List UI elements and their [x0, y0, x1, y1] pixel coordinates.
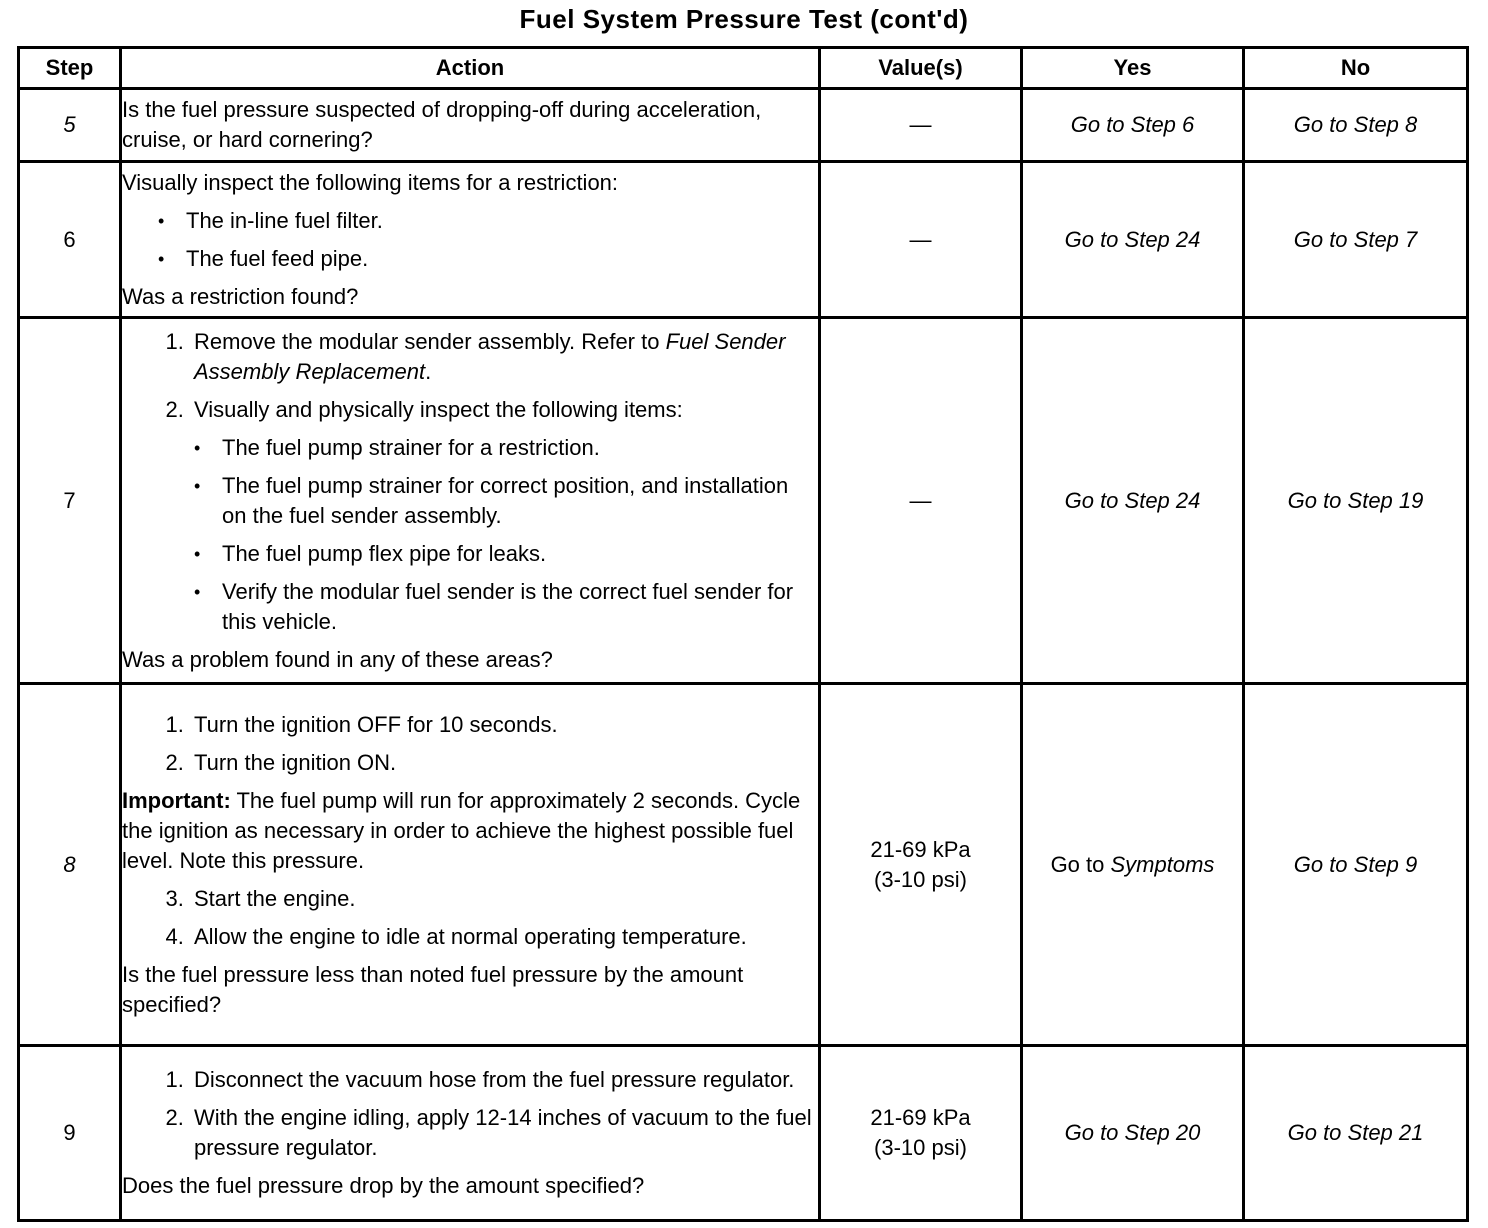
value-cell: —	[820, 318, 1022, 684]
list-item: 4. Allow the engine to idle at normal operating temperature.	[190, 922, 818, 952]
value-cell	[820, 1046, 1022, 1221]
value-cell: —	[820, 162, 1022, 318]
numbered-list	[122, 1065, 818, 1163]
important-label: Important:	[122, 787, 231, 813]
page-title: Fuel System Pressure Test (cont'd)	[519, 4, 969, 34]
item-end: .	[425, 358, 432, 384]
list-item: • The fuel feed pipe.	[158, 244, 818, 274]
list-item: • The in-line fuel filter.	[158, 206, 818, 236]
yes-prefix: Go to	[1050, 851, 1105, 877]
step-number: 9	[19, 1046, 121, 1221]
important-text: The fuel pump will run for approximately 2 seconds. Cycle the ignition as necessary in order to achieve the highest possible fuel level. Note this pressure.	[122, 787, 801, 873]
action-cell	[121, 1046, 820, 1221]
header-values: Value(s)	[820, 48, 1022, 89]
list-item: 2. Turn the ignition ON.	[190, 748, 818, 778]
value-psi: (3-10 psi)	[874, 1135, 967, 1160]
header-no: No	[1244, 48, 1468, 89]
bullet-list	[122, 206, 818, 274]
step-number: 7	[19, 318, 121, 684]
list-item: • Verify the modular fuel sender is the correct fuel sender for this vehicle.	[194, 577, 818, 637]
item-text: Remove the modular sender assembly. Refer to	[194, 328, 660, 354]
header-action: Action	[121, 48, 820, 89]
list-item: 2. With the engine idling, apply 12-14 inches of vacuum to the fuel pressure regulator.	[190, 1103, 818, 1163]
important-note	[122, 786, 818, 876]
item-text: Visually and physically inspect the following items:	[194, 396, 683, 422]
action-cell	[121, 318, 820, 684]
reference-link[interactable]: Fuel Sender Assembly Replacement	[194, 328, 786, 384]
list-item: 1. Disconnect the vacuum hose from the fuel pressure regulator.	[190, 1065, 818, 1095]
action-question: Is the fuel pressure less than noted fuel pressure by the amount specified?	[122, 961, 744, 1017]
table-row-step-7	[19, 318, 1468, 684]
action-cell	[121, 89, 820, 162]
numbered-list	[122, 884, 818, 952]
table-row-step-8	[19, 684, 1468, 1046]
step-number: 6	[19, 162, 121, 318]
action-cell	[121, 162, 820, 318]
bullet-list	[194, 433, 818, 637]
no-result: Go to Step 9	[1244, 684, 1468, 1046]
value-psi: (3-10 psi)	[874, 866, 967, 892]
action-question: Is the fuel pressure suspected of dropping-off during acceleration, cruise, or hard cornering?	[122, 97, 762, 152]
value-kpa: 21-69 kPa	[870, 836, 971, 862]
header-yes: Yes	[1022, 48, 1244, 89]
yes-result: Go to Step 24	[1022, 162, 1244, 318]
yes-result: Go to Step 20	[1022, 1046, 1244, 1221]
value-cell	[820, 684, 1022, 1046]
action-question: Was a problem found in any of these areas?	[122, 646, 553, 672]
value-cell: —	[820, 89, 1022, 162]
no-result: Go to Step 7	[1244, 162, 1468, 318]
table-row-step-5	[19, 89, 1468, 162]
procedure-table	[17, 46, 1469, 1222]
action-question: Was a restriction found?	[122, 283, 359, 309]
list-item: 3. Start the engine.	[190, 884, 818, 914]
yes-result: Go to Step 24	[1022, 318, 1244, 684]
step-number: 8	[19, 684, 121, 1046]
list-item: 1. Turn the ignition OFF for 10 seconds.	[190, 710, 818, 740]
list-item: • The fuel pump strainer for a restriction.	[194, 433, 818, 463]
action-cell	[121, 684, 820, 1046]
list-item: • The fuel pump strainer for correct position, and installation on the fuel sender assembly.	[194, 471, 818, 531]
step-number: 5	[19, 89, 121, 162]
yes-result	[1022, 684, 1244, 1046]
list-item	[190, 395, 818, 637]
action-question: Does the fuel pressure drop by the amount specified?	[122, 1173, 645, 1198]
list-item: • The fuel pump flex pipe for leaks.	[194, 539, 818, 569]
action-intro: Visually inspect the following items for a restriction:	[122, 169, 619, 195]
header-step: Step	[19, 48, 121, 89]
no-result: Go to Step 21	[1244, 1046, 1468, 1221]
reference-link[interactable]: Symptoms	[1110, 851, 1215, 877]
no-result: Go to Step 8	[1244, 89, 1468, 162]
numbered-list	[122, 710, 818, 778]
no-result: Go to Step 19	[1244, 318, 1468, 684]
list-item	[190, 327, 818, 387]
numbered-list	[122, 327, 818, 637]
value-kpa: 21-69 kPa	[870, 1105, 971, 1130]
table-row-step-6	[19, 162, 1468, 318]
table-row-step-9	[19, 1046, 1468, 1221]
yes-result: Go to Step 6	[1022, 89, 1244, 162]
header-row	[19, 48, 1468, 89]
